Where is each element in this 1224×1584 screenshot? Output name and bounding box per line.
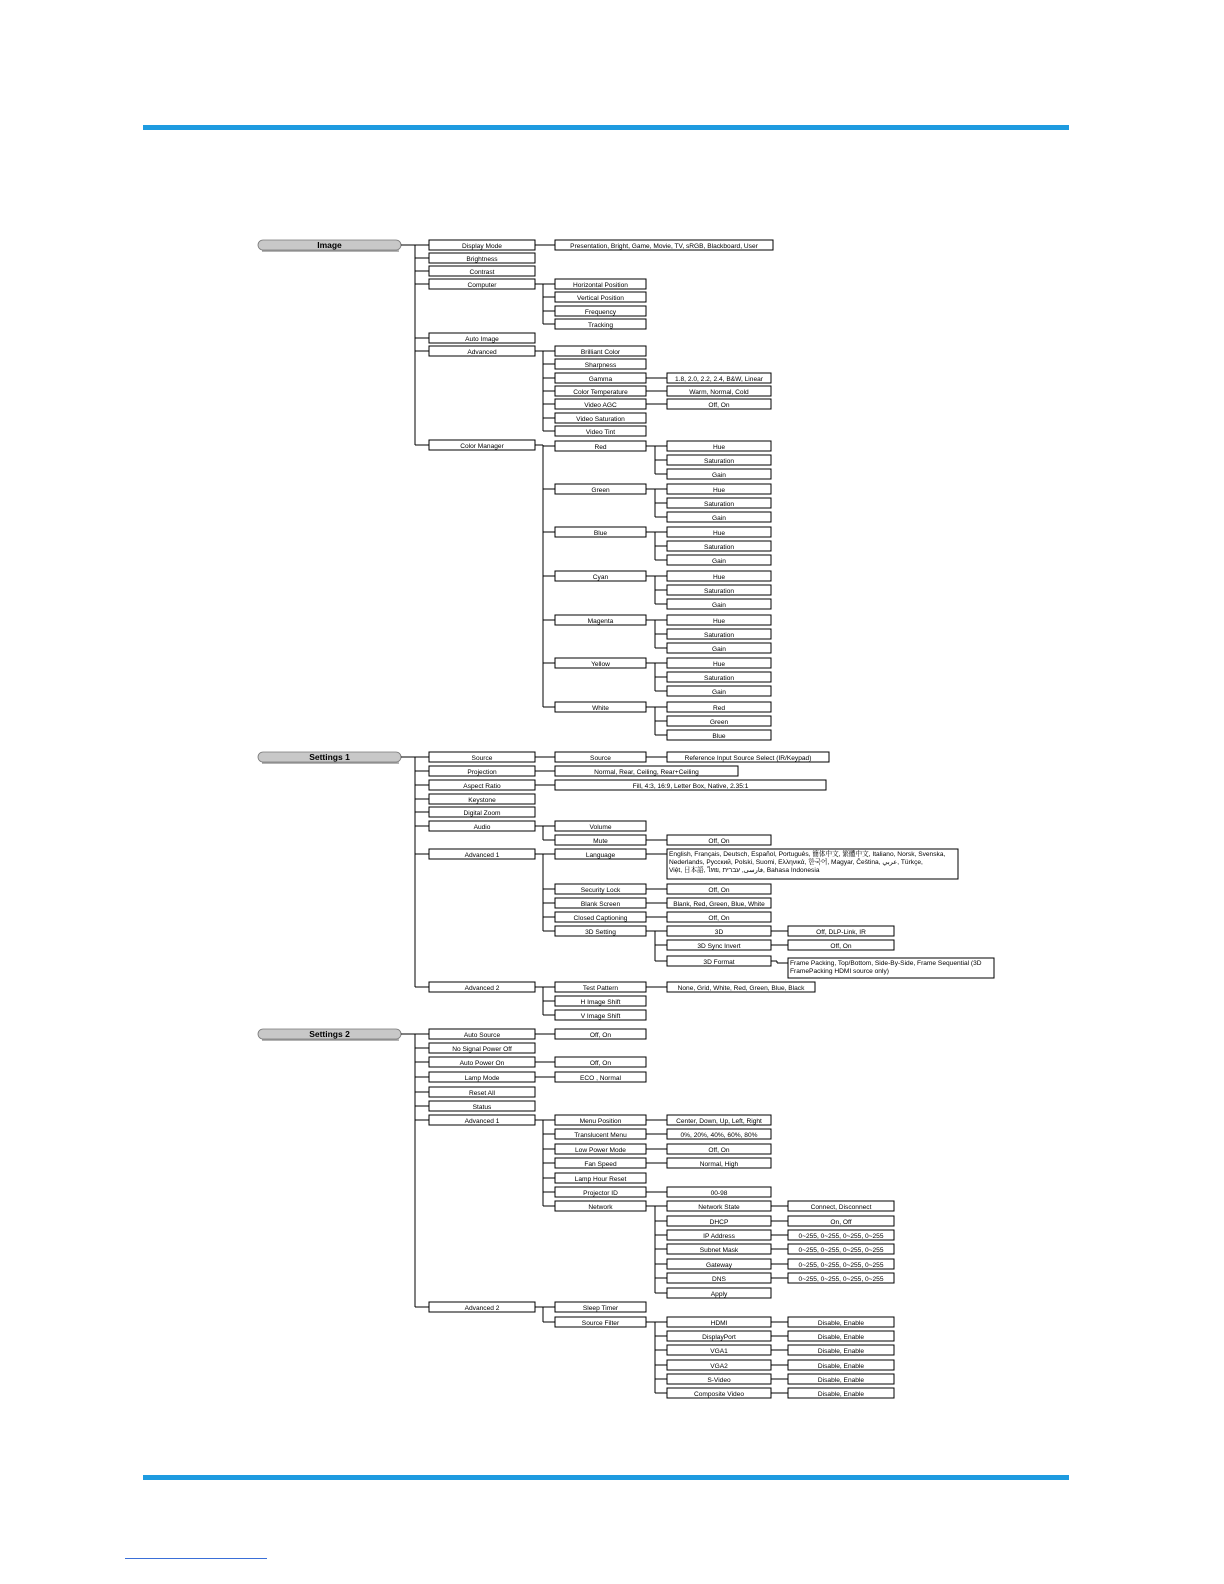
menu-box-label: Green <box>591 486 610 494</box>
menu-node-lamp-hour-reset <box>555 1173 646 1183</box>
menu-box-label: Center, Down, Up, Left, Right <box>676 1117 762 1125</box>
menu-node-0-20-40-60-80 <box>667 1129 771 1139</box>
menu-box-label: Status <box>472 1103 492 1111</box>
menu-box-label: Off, On <box>589 1031 612 1039</box>
menu-box-label: 3D Setting <box>585 928 616 936</box>
menu-node-horizontal-position <box>555 279 646 289</box>
menu-box-label: Fan Speed <box>584 1160 617 1168</box>
menu-box-label: Low Power Mode <box>575 1146 626 1154</box>
menu-node-cyan <box>555 571 646 581</box>
menu-box-label: DNS <box>712 1275 726 1283</box>
menu-node-off-on <box>667 912 771 922</box>
menu-box-label: Gain <box>712 557 726 565</box>
menu-box-label: Warm, Normal, Cold <box>689 388 749 396</box>
menu-node-normal-rear-ceiling-rear-ceiling <box>555 766 738 776</box>
menu-box-label: Gamma <box>588 375 613 383</box>
menu-box-label: English, Français, Deutsch, Español, Português, 簡体中文, 繁體中文, Italiano, Norsk, Svenska, Nederlands, Русский, Polski, Suomi, Ελληνικά, 한국어, Magyar, Čeština, عربي, Türkçe, Việt, 日本語, ไทย, فارسی, עברית, Bahasa Indonesia <box>669 851 946 875</box>
menu-box-label: DisplayPort <box>702 1333 736 1341</box>
menu-box-label: Disable, Enable <box>817 1390 865 1398</box>
menu-box-label: Hue <box>712 486 726 494</box>
menu-box-label: Off, On <box>708 886 730 894</box>
menu-box-label: Source <box>471 754 493 762</box>
menu-node-off-on <box>555 1057 646 1067</box>
menu-box-label: Off, DLP-Link, IR <box>816 928 866 936</box>
menu-box-label: VGA2 <box>710 1362 728 1370</box>
menu-node-advanced-1 <box>429 1115 535 1125</box>
menu-box-label: Disable, Enable <box>817 1376 865 1384</box>
menu-box-label: 0~255, 0~255, 0~255, 0~255 <box>798 1246 884 1254</box>
menu-node-advanced-1 <box>429 849 535 859</box>
menu-node-network-state <box>667 1201 771 1211</box>
menu-box-label: Saturation <box>703 500 735 508</box>
menu-box-label: Disable, Enable <box>817 1333 865 1341</box>
menu-box-label: Translucent Menu <box>574 1131 627 1139</box>
menu-node-apply <box>667 1288 771 1298</box>
menu-node-projection <box>429 766 535 776</box>
menu-node-dhcp <box>667 1216 771 1226</box>
menu-node-0-255-0-255-0-255-0-255 <box>788 1244 894 1254</box>
menu-node-disable-enable <box>788 1374 894 1384</box>
menu-box-label: 0~255, 0~255, 0~255, 0~255 <box>798 1275 884 1283</box>
menu-node-low-power-mode <box>555 1144 646 1154</box>
menu-box-label: Lamp Hour Reset <box>574 1175 627 1183</box>
menu-box-label: Auto Image <box>465 335 499 343</box>
menu-node-saturation <box>667 498 771 508</box>
menu-box-label: Language <box>585 851 616 859</box>
menu-node-frame-packing-top-bottom-side-by-side-frame-sequential-3d-framepacking-hdmi-source-only <box>788 958 994 978</box>
menu-box-label: Disable, Enable <box>817 1319 865 1327</box>
menu-node-connect-disconnect <box>788 1201 894 1211</box>
menu-box-label: Composite Video <box>693 1390 745 1398</box>
menu-box-label: Off, On <box>708 1146 730 1154</box>
menu-node-color-manager <box>429 440 535 450</box>
menu-box-label: Saturation <box>703 543 735 551</box>
menu-node-source <box>555 752 646 762</box>
menu-box-label: 1.8, 2.0, 2.2, 2.4, B&W, Linear <box>675 375 763 383</box>
menu-node-brightness <box>429 253 535 263</box>
menu-box-label: Blue <box>593 529 608 537</box>
menu-box-label: Disable, Enable <box>817 1347 865 1355</box>
menu-node-auto-source <box>429 1029 535 1039</box>
menu-box-label: Computer <box>467 281 497 289</box>
menu-node-gain <box>667 599 771 609</box>
menu-node-status <box>429 1101 535 1111</box>
menu-node-eco-normal <box>555 1072 646 1082</box>
menu-box-label: Mute <box>593 837 608 845</box>
menu-node-settings-2 <box>258 1029 401 1040</box>
menu-box-label: Advanced 2 <box>464 1304 500 1312</box>
menu-box-label: Video AGC <box>584 401 617 409</box>
menu-box-label: Gain <box>712 601 726 609</box>
menu-box-label: Brilliant Color <box>580 348 621 356</box>
menu-box-label: Auto Power On <box>459 1059 505 1067</box>
menu-node-3d-setting <box>555 926 646 936</box>
menu-node-advanced <box>429 346 535 356</box>
menu-box-label: Yellow <box>591 660 610 668</box>
menu-node-hue <box>667 571 771 581</box>
menu-node-presentation-bright-game-movie-tv-srgb-blackboard-user <box>555 240 773 250</box>
menu-node-gain <box>667 555 771 565</box>
menu-node-0-255-0-255-0-255-0-255 <box>788 1273 894 1283</box>
menu-box-label: 3D <box>714 928 724 936</box>
menu-box-label: Gateway <box>705 1261 733 1269</box>
menu-box-label: 0%, 20%, 40%, 60%, 80% <box>680 1131 758 1139</box>
menu-box-label: Off, On <box>708 401 730 409</box>
menu-node-video-saturation <box>555 413 646 423</box>
menu-node-none-grid-white-red-green-blue-black <box>667 982 815 992</box>
menu-box-label: Keystone <box>468 796 496 804</box>
menu-node-sharpness <box>555 359 646 369</box>
menu-box-label: VGA1 <box>710 1347 728 1355</box>
menu-box-label: Reset All <box>468 1089 496 1097</box>
menu-box-label: Off, On <box>589 1059 612 1067</box>
menu-box-label: Gain <box>712 688 726 696</box>
menu-box-label: Display Mode <box>462 242 502 250</box>
menu-node-computer <box>429 279 535 289</box>
menu-box-label: ECO , Normal <box>579 1074 622 1082</box>
menu-node-blue <box>667 730 771 740</box>
menu-node-disable-enable <box>788 1345 894 1355</box>
menu-node-gain <box>667 643 771 653</box>
menu-box-label: Disable, Enable <box>817 1362 865 1370</box>
menu-box-label: Hue <box>712 529 726 537</box>
menu-box-label: Brightness <box>466 255 498 263</box>
menu-node-brilliant-color <box>555 346 646 356</box>
menu-box-label: Red <box>712 704 726 712</box>
menu-box-label: Audio <box>473 823 491 831</box>
menu-node-3d-format <box>667 956 771 966</box>
menu-box-label: DHCP <box>709 1218 729 1226</box>
menu-box-label: Network <box>588 1203 613 1211</box>
menu-box-label: 00-98 <box>710 1189 728 1197</box>
menu-box-label: Projector ID <box>583 1189 618 1197</box>
menu-node-settings-1 <box>258 752 401 763</box>
menu-node-off-on <box>667 1144 771 1154</box>
menu-node-displayport <box>667 1331 771 1341</box>
menu-node-normal-high <box>667 1158 771 1168</box>
menu-node-saturation <box>667 672 771 682</box>
menu-box-label: Closed Captioning <box>573 914 628 922</box>
menu-box-label: Saturation <box>703 457 735 465</box>
menu-box-label: Sharpness <box>584 361 617 369</box>
menu-node-tracking <box>555 319 646 329</box>
menu-box-label: Gain <box>712 645 726 653</box>
menu-node-0-255-0-255-0-255-0-255 <box>788 1259 894 1269</box>
menu-box-label: No Signal Power Off <box>452 1045 512 1053</box>
menu-node-saturation <box>667 455 771 465</box>
menu-node-off-on <box>667 884 771 894</box>
menu-box-label: Source Filter <box>581 1319 620 1327</box>
menu-node-color-temperature <box>555 386 646 396</box>
menu-node-frequency <box>555 306 646 316</box>
menu-node-vga2 <box>667 1360 771 1370</box>
menu-box-label: Video Tint <box>585 428 616 436</box>
menu-node-0-255-0-255-0-255-0-255 <box>788 1230 894 1240</box>
menu-box-label: Advanced 1 <box>464 1117 500 1125</box>
menu-node-hue <box>667 527 771 537</box>
menu-node-keystone <box>429 794 535 804</box>
menu-node-gamma <box>555 373 646 383</box>
menu-node-gain <box>667 469 771 479</box>
menu-node-auto-power-on <box>429 1057 535 1067</box>
menu-node-image <box>258 240 401 251</box>
menu-box-label: Off, On <box>830 942 852 950</box>
menu-node-vertical-position <box>555 292 646 302</box>
bottom-rule <box>143 1475 1069 1480</box>
menu-node-mute <box>555 835 646 845</box>
menu-node-lamp-mode <box>429 1072 535 1082</box>
menu-node-yellow <box>555 658 646 668</box>
menu-node-blank-red-green-blue-white <box>667 898 771 908</box>
menu-box-label: Fill, 4:3, 16:9, Letter Box, Native, 2.35:1 <box>632 782 749 790</box>
menu-box-label: Advanced 2 <box>464 984 500 992</box>
menu-box-label: Tracking <box>587 321 614 329</box>
menu-box-label: Advanced 1 <box>464 851 500 859</box>
menu-box-label: 3D Sync Invert <box>697 942 741 950</box>
menu-box-label: 0~255, 0~255, 0~255, 0~255 <box>798 1261 884 1269</box>
menu-node-hue <box>667 615 771 625</box>
menu-box-label: Hue <box>712 617 726 625</box>
menu-node-network <box>555 1201 646 1211</box>
menu-box-label: Red <box>594 443 607 451</box>
menu-node-closed-captioning <box>555 912 646 922</box>
menu-node-reset-all <box>429 1087 535 1097</box>
menu-node-1-8-2-0-2-2-2-4-b-w-linear <box>667 373 771 383</box>
menu-box-label: Blank Screen <box>580 900 621 908</box>
menu-node-subnet-mask <box>667 1244 771 1254</box>
menu-node-off-on <box>555 1029 646 1039</box>
menu-box-label: Vertical Position <box>577 294 624 302</box>
menu-node-hue <box>667 658 771 668</box>
menu-node-language <box>555 849 646 859</box>
menu-box-label: Volume <box>589 823 612 831</box>
menu-node-digital-zoom <box>429 807 535 817</box>
menu-node-test-pattern <box>555 982 646 992</box>
menu-box-label: Menu Position <box>579 1117 622 1125</box>
menu-node-security-lock <box>555 884 646 894</box>
menu-node-no-signal-power-off <box>429 1043 535 1053</box>
menu-box-label: Advanced <box>467 348 497 356</box>
menu-box-label: V Image Shift <box>580 1012 621 1020</box>
menu-node-video-tint <box>555 426 646 436</box>
menu-box-label: Contrast <box>469 268 495 276</box>
menu-box-label: 0~255, 0~255, 0~255, 0~255 <box>798 1232 884 1240</box>
menu-box-label: None, Grid, White, Red, Green, Blue, Black <box>677 984 805 992</box>
menu-node-hue <box>667 484 771 494</box>
menu-box-label: Digital Zoom <box>463 809 501 817</box>
menu-box-label: Saturation <box>703 674 735 682</box>
menu-node-off-dlp-link-ir <box>788 926 894 936</box>
menu-box-label: HDMI <box>710 1319 728 1327</box>
menu-box-label: Auto Source <box>463 1031 501 1039</box>
menu-box-label: Presentation, Bright, Game, Movie, TV, sRGB, Blackboard, User <box>570 242 758 250</box>
menu-node-reference-input-source-select-ir-keypad <box>667 752 829 762</box>
menu-box-label: Security Lock <box>580 886 621 894</box>
menu-node-saturation <box>667 585 771 595</box>
menu-node-red <box>555 441 646 451</box>
menu-node-hue <box>667 441 771 451</box>
menu-node-green <box>667 716 771 726</box>
menu-box-label: Horizontal Position <box>573 281 628 289</box>
menu-box-label: White <box>592 704 609 712</box>
menu-node-center-down-up-left-right <box>667 1115 771 1125</box>
menu-node-3d-sync-invert <box>667 940 771 950</box>
menu-box-label: Off, On <box>708 914 730 922</box>
menu-node-volume <box>555 821 646 831</box>
menu-box-label: Magenta <box>587 617 614 625</box>
menu-node-disable-enable <box>788 1317 894 1327</box>
menu-node-advanced-2 <box>429 982 535 992</box>
menu-node-off-on <box>667 835 771 845</box>
menu-box-label: Saturation <box>703 631 735 639</box>
menu-node-projector-id <box>555 1187 646 1197</box>
menu-node-source <box>429 752 535 762</box>
menu-node-on-off <box>788 1216 894 1226</box>
menu-node-00-98 <box>667 1187 771 1197</box>
menu-box-label: Aspect Ratio <box>463 782 501 790</box>
menu-node-aspect-ratio <box>429 780 535 790</box>
menu-box-label: S-Video <box>707 1376 731 1384</box>
menu-node-warm-normal-cold <box>667 386 771 396</box>
menu-box-label: Cyan <box>592 573 609 581</box>
menu-box-label: Frame Packing, Top/Bottom, Side-By-Side, Frame Sequential (3D FramePacking HDMI source only) <box>790 960 982 976</box>
menu-node-sleep-timer <box>555 1302 646 1312</box>
menu-box-label: Apply <box>710 1290 728 1298</box>
menu-box-label: H Image Shift <box>580 998 621 1006</box>
menu-node-audio <box>429 821 535 831</box>
menu-node-h-image-shift <box>555 996 646 1006</box>
menu-node-fan-speed <box>555 1158 646 1168</box>
menu-node-blue <box>555 527 646 537</box>
menu-box-label: Gain <box>712 514 726 522</box>
menu-box-label: Hue <box>712 443 726 451</box>
menu-box-label: Test Pattern <box>582 984 619 992</box>
menu-node-ip-address <box>667 1230 771 1240</box>
menu-node-hdmi <box>667 1317 771 1327</box>
menu-node-disable-enable <box>788 1360 894 1370</box>
menu-box-label: Blank, Red, Green, Blue, White <box>673 900 765 908</box>
menu-node-video-agc <box>555 399 646 409</box>
menu-box-label: Normal, Rear, Ceiling, Rear+Ceiling <box>594 768 699 776</box>
menu-box-label: Green <box>709 718 729 726</box>
menu-node-3d <box>667 926 771 936</box>
menu-node-auto-image <box>429 333 535 343</box>
menu-node-disable-enable <box>788 1388 894 1398</box>
menu-box-label: Frequency <box>584 308 617 316</box>
menu-box-label: Source <box>590 754 611 762</box>
menu-node-magenta <box>555 615 646 625</box>
menu-box-label: Off, On <box>708 837 730 845</box>
menu-node-gateway <box>667 1259 771 1269</box>
menu-node-v-image-shift <box>555 1010 646 1020</box>
menu-node-advanced-2 <box>429 1302 535 1312</box>
menu-box-label: 3D Format <box>703 958 735 966</box>
menu-node-gain <box>667 512 771 522</box>
menu-node-gain <box>667 686 771 696</box>
menu-node-green <box>555 484 646 494</box>
menu-box-label: Connect, Disconnect <box>810 1203 872 1211</box>
menu-box-label: Projection <box>467 768 497 776</box>
menu-box-label: Hue <box>712 660 726 668</box>
menu-box-label: On, Off <box>830 1218 852 1226</box>
menu-node-composite-video <box>667 1388 771 1398</box>
menu-node-translucent-menu <box>555 1129 646 1139</box>
menu-box-label: Blue <box>712 732 726 740</box>
menu-node-contrast <box>429 266 535 276</box>
menu-node-saturation <box>667 541 771 551</box>
menu-box-label: Normal, High <box>699 1160 739 1168</box>
menu-box-label: Saturation <box>703 587 735 595</box>
menu-node-off-on <box>667 399 771 409</box>
menu-node-display-mode <box>429 240 535 250</box>
menu-box-label: Color Manager <box>460 442 504 450</box>
menu-node-dns <box>667 1273 771 1283</box>
menu-box-label: Lamp Mode <box>464 1074 500 1082</box>
menu-node-disable-enable <box>788 1331 894 1341</box>
menu-box-label: Subnet Mask <box>699 1246 739 1254</box>
menu-node-english-fran-ais-deutsch-espa-ol-portugu-s-italiano-norsk-svenska-nederlands-polski-suomi-magyar-e-tina-t-rk-e-vi-t-bahasa-indonesia <box>667 849 958 879</box>
menu-node-white <box>555 702 646 712</box>
menu-box-label: Video Saturation <box>576 415 625 423</box>
menu-box-label: Hue <box>712 573 726 581</box>
menu-root-label: Settings 1 <box>309 752 350 762</box>
menu-box-label: Network State <box>698 1203 740 1211</box>
menu-node-blank-screen <box>555 898 646 908</box>
menu-box-label: Sleep Timer <box>582 1304 619 1312</box>
menu-root-label: Image <box>317 240 342 250</box>
menu-node-saturation <box>667 629 771 639</box>
menu-node-s-video <box>667 1374 771 1384</box>
menu-box-label: IP Address <box>703 1232 735 1240</box>
menu-box-label: Color Temperature <box>573 388 628 396</box>
menu-node-vga1 <box>667 1345 771 1355</box>
menu-box-label: Gain <box>712 471 726 479</box>
menu-node-source-filter <box>555 1317 646 1327</box>
footer-line <box>125 1558 267 1559</box>
menu-box-label: Reference Input Source Select (IR/Keypad) <box>684 754 812 762</box>
menu-node-fill-4-3-16-9-letter-box-native-2-35-1 <box>555 780 826 790</box>
menu-node-menu-position <box>555 1115 646 1125</box>
menu-node-red <box>667 702 771 712</box>
menu-node-off-on <box>788 940 894 950</box>
menu-root-label: Settings 2 <box>309 1029 350 1039</box>
